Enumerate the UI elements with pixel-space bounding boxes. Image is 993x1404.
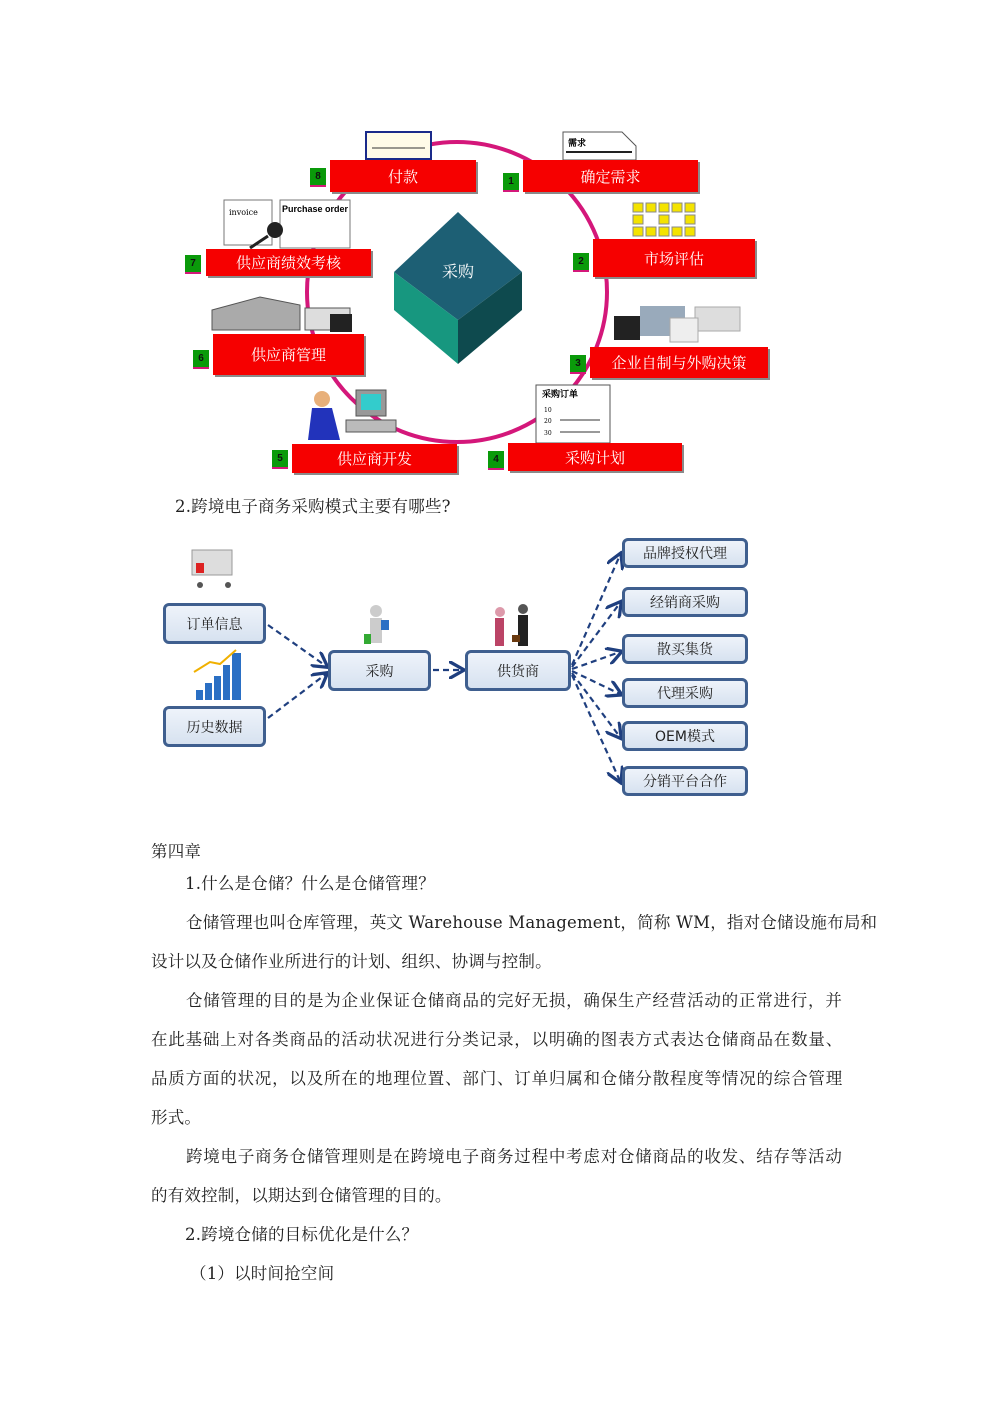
step-number: 5 — [272, 450, 288, 469]
input-order-info: 订单信息 — [163, 603, 266, 644]
step-number: 6 — [193, 350, 209, 369]
shopping-cart-icon — [192, 550, 232, 588]
chapter-title: 第四章 — [151, 842, 202, 861]
step-box-payment: 付款 — [330, 160, 476, 192]
paragraph-line: 在此基础上对各类商品的活动状况进行分类记录，以明确的图表方式表达仓储商品在数量、 — [151, 1030, 843, 1049]
order-form-title: 采购订单 — [542, 390, 579, 400]
order-row-num: 10 — [544, 407, 552, 414]
mode-brand-agency: 品牌授权代理 — [622, 538, 748, 568]
mode-distribution-platform: 分销平台合作 — [622, 766, 748, 796]
question-procurement-modes: 2.跨境电子商务采购模式主要有哪些? — [175, 497, 451, 516]
po-icon-text: Purchase order — [282, 204, 349, 214]
step-box-supplier-dev: 供应商开发 — [292, 444, 457, 473]
step-number: 1 — [503, 173, 519, 192]
paragraph-line: 设计以及仓储作业所进行的计划、组织、协调与控制。 — [151, 952, 552, 971]
node-purchase: 采购 — [328, 650, 431, 691]
step-box-plan: 采购计划 — [508, 443, 682, 471]
step-number: 4 — [488, 451, 504, 470]
paragraph-line: 的有效控制，以期达到仓储管理的目的。 — [151, 1186, 452, 1205]
step-box-make-or-buy: 企业自制与外购决策 — [590, 347, 768, 378]
step-box-market: 市场评估 — [593, 239, 755, 277]
step-number: 3 — [570, 355, 586, 374]
list-item: （1）以时间抢空间 — [190, 1264, 335, 1283]
mode-agent-purchase: 代理采购 — [622, 678, 748, 708]
order-row-num: 30 — [544, 430, 552, 437]
bar-chart-icon — [194, 650, 241, 700]
mode-oem: OEM模式 — [622, 721, 748, 751]
question-optimization: 2.跨境仓储的目标优化是什么？ — [185, 1225, 419, 1244]
invoice-icon-text: invoice — [229, 208, 258, 217]
question-warehousing: 1.什么是仓储？什么是仓储管理？ — [185, 874, 435, 893]
shopper-icon — [364, 605, 389, 644]
step-number: 8 — [310, 168, 326, 187]
step-number: 2 — [573, 253, 589, 272]
handshake-icon — [495, 604, 528, 646]
demand-icon-text: 需求 — [568, 139, 587, 149]
paragraph-line: 仓储管理的目的是为企业保证仓储商品的完好无损，确保生产经营活动的正常进行，并 — [186, 991, 843, 1010]
paragraph-line: 形式。 — [151, 1108, 202, 1127]
node-supplier: 供货商 — [465, 650, 571, 691]
step-box-supplier-mgmt: 供应商管理 — [213, 334, 364, 375]
input-history-data: 历史数据 — [163, 706, 266, 747]
order-row-num: 20 — [544, 418, 552, 425]
paragraph-line: 跨境电子商务仓储管理则是在跨境电子商务过程中考虑对仓储商品的收发、结存等活动 — [186, 1147, 843, 1166]
step-number: 7 — [185, 255, 201, 274]
mode-bulk-collect: 散买集货 — [622, 634, 748, 664]
paragraph-line: 品质方面的状况，以及所在的地理位置、部门、订单归属和仓储分散程度等情况的综合管理 — [151, 1069, 843, 1088]
step-box-performance: 供应商绩效考核 — [206, 249, 371, 276]
center-label: 采购 — [441, 262, 475, 281]
step-box-demand: 确定需求 — [523, 160, 698, 192]
paragraph-line: 仓储管理也叫仓库管理，英文 Warehouse Management，简称 WM，指对仓储设施布局和 — [186, 913, 878, 932]
mode-distributor: 经销商采购 — [622, 587, 748, 617]
